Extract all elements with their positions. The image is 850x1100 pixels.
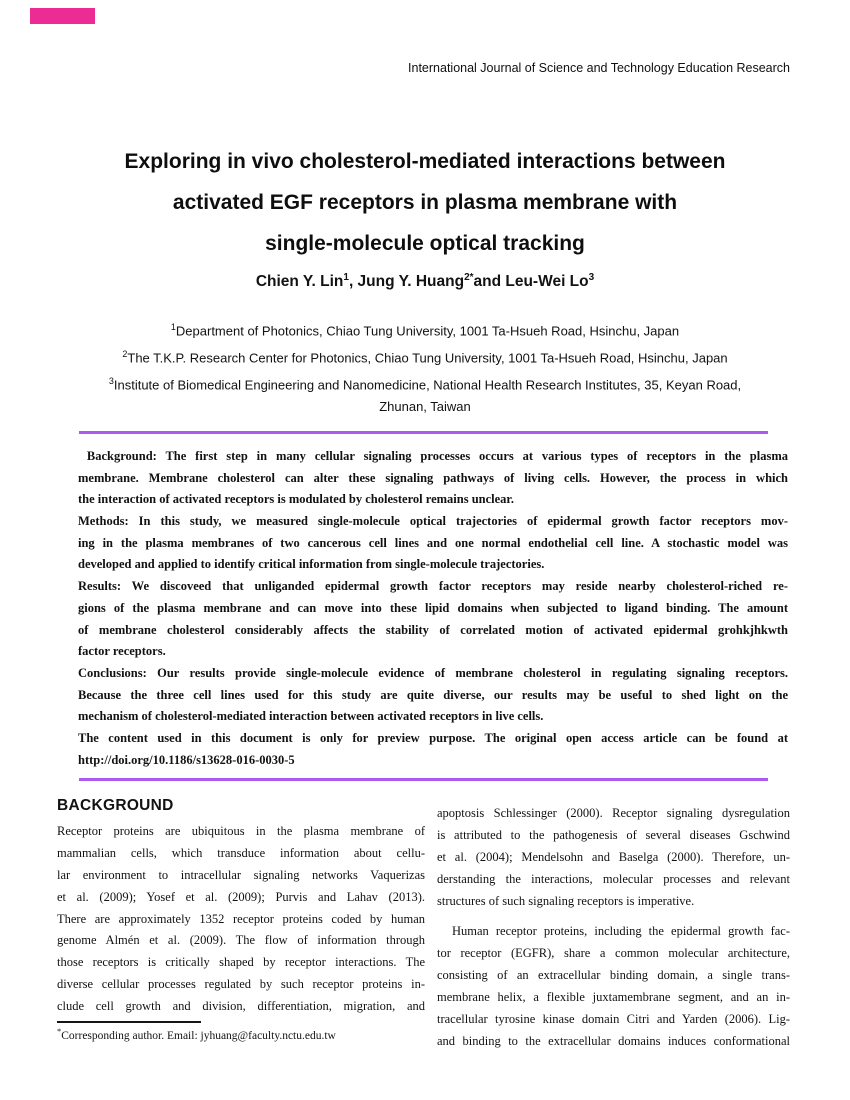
- text-line: gions of the plasma membrane and can move into these lipid domains when subjected to ligand binding. The amount: [78, 600, 788, 615]
- text-line: apoptosis Schlessinger (2000). Receptor signaling dysregulation: [437, 806, 790, 820]
- text-line: http://doi.org/10.1186/s13628-016-0030-5: [78, 752, 295, 767]
- left-column: [57, 821, 425, 1018]
- paper-title: [0, 141, 850, 264]
- text-line: There are approximately 1352 receptor proteins coded by human: [57, 911, 425, 926]
- corresponding-author-footnote: *Corresponding author. Email: jyhuang@faculty.nctu.edu.tw: [57, 1026, 336, 1042]
- title-line: activated EGF receptors in plasma membrane with: [172, 191, 678, 214]
- text-line: derstanding the interactions, molecular processes and relevant: [437, 871, 790, 886]
- text-line: tor receptor (EGFR), share a common molecular architecture,: [437, 946, 790, 961]
- text-line: is attributed to the pathogenesis of several diseases Gschwind: [437, 827, 790, 842]
- text-line: ing in the plasma membranes of two cancerous cell lines and one normal endothelial cell line. A stochastic model was: [78, 535, 788, 550]
- footnote-rule: [57, 1021, 201, 1023]
- text-line: Because the three cell lines used for this study are quite diverse, our results may be useful to shed light on the: [78, 687, 788, 702]
- paragraph: [78, 728, 788, 771]
- affiliation-line: $^1$Department of Photonics, Chiao Tung University, 1001 Ta-Hsueh Road, Hsinchu, Japan: [170, 322, 680, 339]
- text-line: Background: The first step in many cellular signaling processes occurs at various types of receptors in the plasma: [78, 449, 788, 463]
- text-line: The content used in this document is only for preview purpose. The original open access article can be found at: [78, 730, 788, 745]
- text-line: tracellular tyrosine kinase domain Citri and Yarden (2006). Lig-: [437, 1012, 790, 1027]
- superscript: *: [57, 1026, 62, 1036]
- text-line: et al. (2009); Yosef et al. (2009); Purvis and Lahav (2013).: [57, 889, 425, 904]
- text-line: Methods: In this study, we measured single-molecule optical trajectories of epidermal growth factor receptors mov-: [78, 514, 788, 529]
- text-line: of membrane cholesterol considerably affects the stability of correlated motion of activated epidermal grohkjhkwth: [78, 622, 788, 637]
- paragraph: [78, 663, 788, 728]
- right-column: [437, 803, 790, 1053]
- text-line: membrane. Membrane cholesterol can alter these signaling pathways of living cells. However, the process in which: [78, 470, 788, 485]
- text-line: developed and applied to identify critical information from single-molecule trajectories.: [78, 557, 545, 572]
- abstract-rule-bottom: [79, 778, 768, 781]
- affiliation-line: $^2$The T.K.P. Research Center for Photonics, Chiao Tung University, 1001 Ta-Hsueh Road, Hsinchu, Japan: [122, 348, 728, 366]
- superscript: 3: [588, 272, 595, 283]
- abstract-block: [78, 446, 788, 771]
- text-line: membrane helix, a flexible juxtamembrane segment, and an in-: [437, 990, 790, 1005]
- paragraph: [437, 921, 790, 1052]
- superscript: 3: [108, 375, 114, 386]
- text-line: Human receptor proteins, including the epidermal growth fac-: [452, 924, 790, 939]
- affiliations: [0, 316, 850, 419]
- journal-name: International Journal of Science and Technology Education Research: [408, 61, 790, 75]
- text-line: consisting of an extracellular binding domain, a single trans-: [437, 968, 790, 983]
- paragraph: [78, 446, 788, 511]
- paragraph: [78, 576, 788, 663]
- text-line: clude cell growth and division, differentiation, migration, and: [57, 999, 425, 1014]
- superscript: 2*: [464, 272, 474, 283]
- text-line: Receptor proteins are ubiquitous in the plasma membrane of: [57, 824, 425, 838]
- title-line: single-molecule optical tracking: [265, 232, 585, 255]
- text-line: those receptors is critically shaped by receptor interactions. The: [57, 955, 425, 970]
- text-line: mammalian cells, which transduce information about cellu-: [57, 845, 425, 860]
- section-heading-background: BACKGROUND: [57, 797, 174, 814]
- text-line: et al. (2004); Mendelsohn and Baselga (2000). Therefore, un-: [437, 849, 790, 864]
- text-line: structures of such signaling receptors is imperative.: [437, 893, 695, 908]
- paragraph: [78, 511, 788, 576]
- text-line: the interaction of activated receptors is modulated by cholesterol remains unclear.: [78, 492, 514, 507]
- paragraph: [437, 803, 790, 912]
- text-line: factor receptors.: [78, 644, 166, 659]
- journal-logo-mark: [30, 8, 95, 24]
- affiliation-line: Zhunan, Taiwan: [379, 399, 471, 415]
- authors-line: Chien Y. Lin$^1$, Jung Y. Huang$^{2*}$and Leu-Wei Lo$^3$: [255, 272, 595, 291]
- abstract-rule-top: [79, 431, 768, 434]
- superscript: 2: [122, 348, 128, 359]
- text-line: and binding to the extracellular domains induces conformational: [437, 1033, 790, 1048]
- text-line: diverse cellular processes regulated by such receptor proteins in-: [57, 977, 425, 992]
- text-line: mechanism of cholesterol-mediated interaction between activated receptors in live cells.: [78, 709, 544, 724]
- text-line: lar environment to intracellular signaling networks Vaquerizas: [57, 867, 425, 882]
- text-line: Conclusions: Our results provide single-molecule evidence of membrane cholesterol in regulating signaling receptors.: [78, 665, 788, 680]
- superscript: 1: [170, 322, 176, 332]
- affiliation-line: $^3$Institute of Biomedical Engineering and Nanomedicine, National Health Research Institutes, 35, Keyan Road,: [108, 375, 742, 392]
- title-line: Exploring in vivo cholesterol-mediated interactions between: [124, 150, 726, 173]
- superscript: 1: [343, 272, 349, 283]
- text-line: genome Almén et al. (2009). The flow of information through: [57, 933, 425, 948]
- text-line: Results: We discoveed that unliganded epidermal growth factor receptors may reside nearby cholesterol-riched re-: [78, 579, 788, 594]
- paragraph: [57, 821, 425, 1018]
